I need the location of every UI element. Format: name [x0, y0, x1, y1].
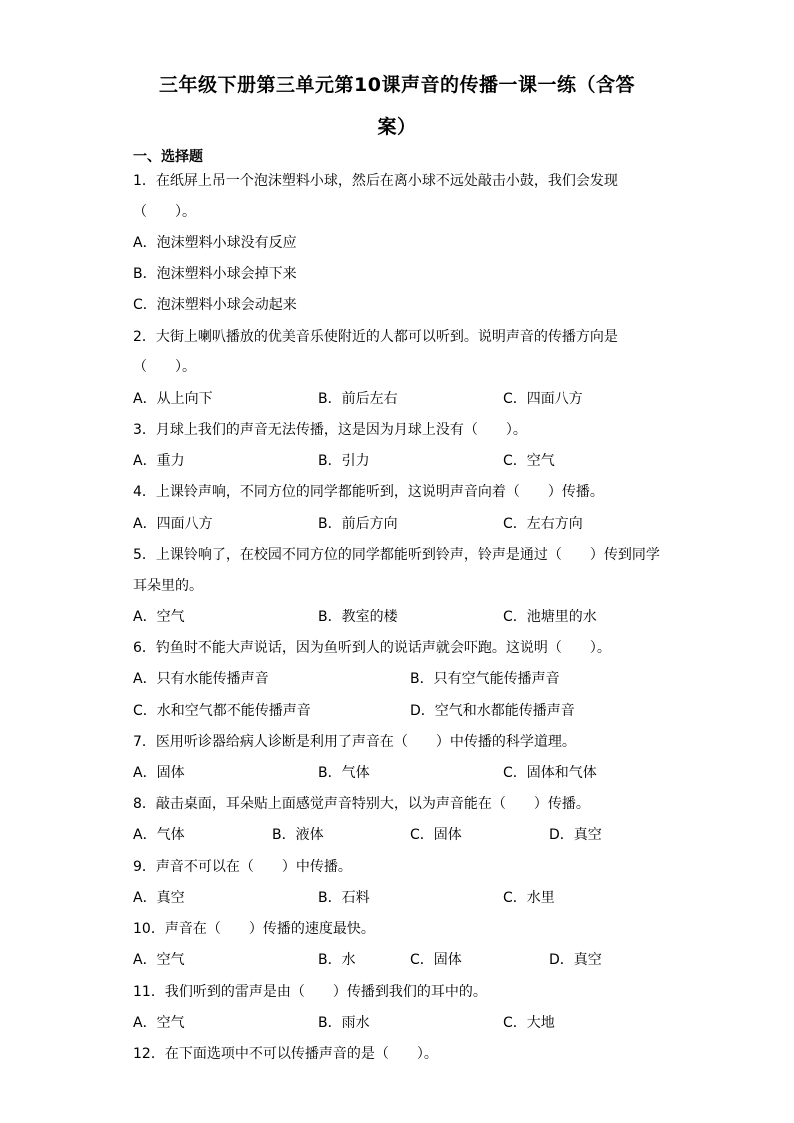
question-6-option-b: B．只有空气能传播声音: [410, 671, 560, 687]
question-10-option-c: C．固体: [410, 952, 462, 968]
question-3-option-c: C．空气: [503, 453, 555, 469]
question-9-text: 9．声音不可以在（ ）中传播。: [133, 859, 352, 875]
question-8-text: 8．敲击桌面，耳朵贴上面感觉声音特别大，以为声音能在（ ）传播。: [133, 796, 590, 812]
document-title-line-2: 案）: [377, 116, 417, 138]
question-6-text: 6．钓鱼时不能大声说话，因为鱼听到人的说话声就会吓跑。这说明（ ）。: [133, 640, 611, 656]
question-1-option-c: C．泡沫塑料小球会动起来: [133, 297, 297, 313]
question-5-text: 5．上课铃响了，在校园不同方位的同学都能听到铃声，铃声是通过（ ）传到同学: [133, 547, 660, 563]
question-2-text: 2．大街上喇叭播放的优美音乐使附近的人都可以听到。说明声音的传播方向是: [133, 329, 618, 345]
document-title-line-1: 三年级下册第三单元第10课声音的传播一课一练（含答: [159, 74, 635, 96]
question-4-option-a: A．四面八方: [133, 516, 213, 532]
question-2-text-cont: （ ）。: [133, 359, 196, 375]
question-4-text: 4．上课铃声响，不同方位的同学都能听到，这说明声音向着（ ）传播。: [133, 484, 604, 500]
question-5-option-b: B．教室的楼: [318, 609, 398, 625]
question-12-text: 12．在下面选项中不可以传播声音的是（ ）。: [133, 1046, 438, 1062]
question-1-text: 1．在纸屏上吊一个泡沫塑料小球，然后在离小球不远处敲击小鼓，我们会发现: [133, 173, 618, 189]
question-7-option-c: C．固体和气体: [503, 765, 597, 781]
question-2-option-a: A．从上向下: [133, 391, 213, 407]
question-2-option-c: C．四面八方: [503, 391, 583, 407]
section-heading: 一、选择题: [133, 149, 203, 165]
question-7-option-b: B．气体: [318, 765, 370, 781]
question-11-text: 11．我们听到的雷声是由（ ）传播到我们的耳中的。: [133, 984, 487, 1000]
question-9-option-a: A．真空: [133, 890, 185, 906]
question-5-option-a: A．空气: [133, 609, 185, 625]
question-4-option-b: B．前后方向: [318, 516, 398, 532]
question-10-option-b: B．水: [318, 952, 356, 968]
question-8-option-b: B．液体: [272, 827, 324, 843]
question-2-option-b: B．前后左右: [318, 391, 398, 407]
question-9-option-b: B．石料: [318, 890, 370, 906]
question-6-option-c: C．水和空气都不能传播声音: [133, 703, 311, 719]
question-7-text: 7．医用听诊器给病人诊断是利用了声音在（ ）中传播的科学道理。: [133, 734, 576, 750]
question-1-option-b: B．泡沫塑料小球会掉下来: [133, 266, 297, 282]
question-3-option-b: B．引力: [318, 453, 370, 469]
question-6-option-a: A．只有水能传播声音: [133, 671, 269, 687]
question-8-option-d: D．真空: [549, 827, 602, 843]
question-5-text-cont: 耳朵里的。: [133, 578, 203, 594]
question-5-option-c: C．池塘里的水: [503, 609, 597, 625]
question-9-option-c: C．水里: [503, 890, 555, 906]
question-1-text-cont: （ ）。: [133, 204, 196, 220]
question-1-option-a: A．泡沫塑料小球没有反应: [133, 235, 297, 251]
question-10-text: 10．声音在（ ）传播的速度最快。: [133, 921, 375, 937]
question-6-option-d: D．空气和水都能传播声音: [410, 703, 575, 719]
question-11-option-c: C．大地: [503, 1015, 555, 1031]
question-10-option-a: A．空气: [133, 952, 185, 968]
question-8-option-a: A．气体: [133, 827, 185, 843]
question-10-option-d: D．真空: [549, 952, 602, 968]
question-8-option-c: C．固体: [410, 827, 462, 843]
question-11-option-a: A．空气: [133, 1015, 185, 1031]
question-7-option-a: A．固体: [133, 765, 185, 781]
question-3-text: 3．月球上我们的声音无法传播，这是因为月球上没有（ ）。: [133, 422, 527, 438]
question-11-option-b: B．雨水: [318, 1015, 370, 1031]
question-3-option-a: A．重力: [133, 453, 185, 469]
question-4-option-c: C．左右方向: [503, 516, 583, 532]
